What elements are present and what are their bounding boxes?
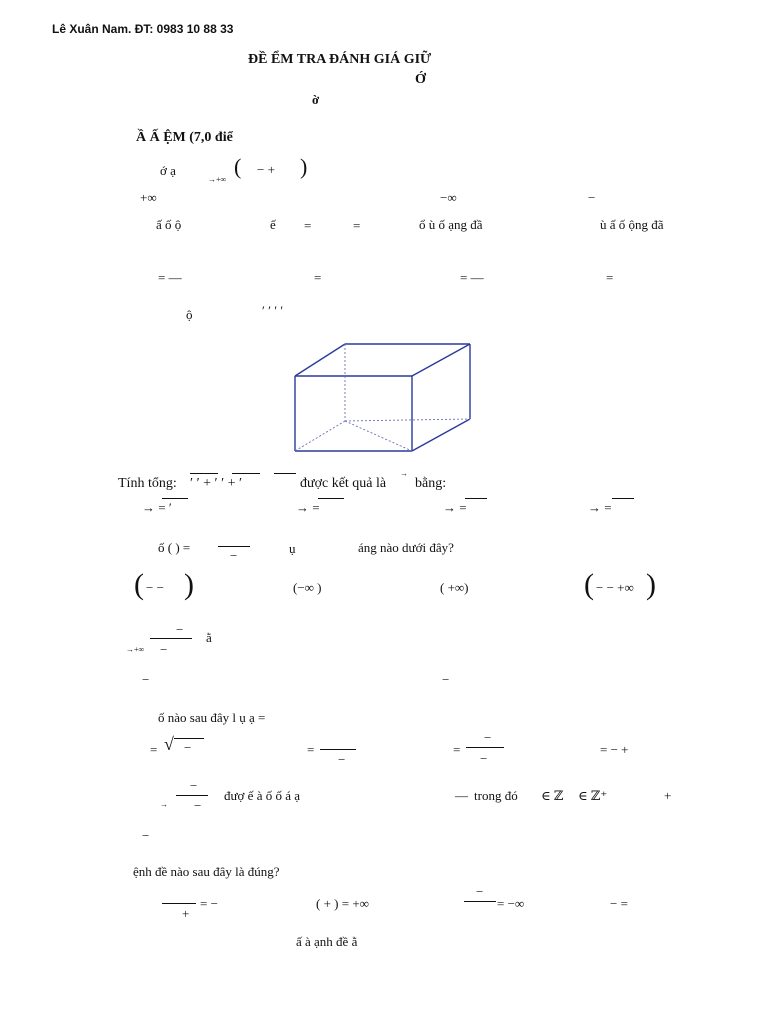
q3-primes: ′ ′ ′ ′ [262,303,284,318]
q3-option-a: → = ′ [142,500,172,515]
q4-part3: áng nào dưới đây? [358,540,454,555]
q6-option-b: = [307,742,315,757]
q6-option-a: = [150,742,158,757]
cube-figure [290,340,475,455]
vector-bar [465,498,487,499]
fraction-bar [320,749,356,750]
sqrt-bar [174,738,204,739]
q1-inner: − + [257,162,275,177]
q6-option-d: = − + [600,742,629,757]
author-header: Lê Xuân Nam. ĐT: 0983 10 88 33 [52,22,234,36]
q8-option-b: ( + ) = +∞ [316,896,369,911]
exam-title: ĐỀ ỂM TRA ĐÁNH GIÁ GIỮ [248,52,432,67]
q2-option-c: = — [460,270,484,285]
q8-option-d: − = [610,896,628,911]
cube-hidden-edge [345,421,412,451]
cube-hidden-edge [295,421,345,451]
q3-text: ộ [186,307,193,322]
q3-result: được kết quả là [300,476,387,491]
q2-eq2: = [353,218,361,233]
vector-bar [274,473,296,474]
q4-text: ố ( ) = [158,540,191,555]
q7-text: đượ ế à ố ố á ạ [224,788,301,803]
q6-option-c-den: − [480,751,488,766]
vector-bar [318,498,344,499]
q6-text: ố nào sau đây l ụ ạ = [158,710,266,725]
q1-text: ớ ạ [160,163,176,178]
q2-part4: ù ấ ố ộng đã [600,217,664,232]
exam-time: ờ [312,92,320,107]
q4-option-b: (−∞ ) [293,580,322,595]
q1-option-a: +∞ [140,190,157,205]
sqrt-icon: √ [164,734,174,754]
q5-option-b: − [442,672,450,687]
q4-option-a-lparen: ( [134,568,144,601]
q3-option-b: → = [296,500,320,515]
cube-edge [295,344,345,376]
q5-sub: →+∞ [126,645,145,654]
fraction-bar [218,546,250,547]
q3-sum-terms: ′ ′ + ′ ′ + ′ [190,476,243,491]
vector-bar [612,498,634,499]
q4-den: − [230,548,238,563]
fraction-bar [150,638,192,639]
cube-edge [412,419,470,451]
q5-den: − [160,642,168,657]
q1-lparen: ( [234,154,242,179]
fraction-bar [162,903,196,904]
q7-sub: → [160,800,168,809]
q7-num: − [190,778,198,793]
q2-text: ấ ố ộ [156,217,182,232]
fraction-bar [464,901,496,902]
q1-option-d: − [588,190,596,205]
q1-rparen: ) [300,154,308,179]
q7-tail: trong đó [474,788,518,803]
exam-subtitle: Ớ [415,72,426,87]
q4-option-d-rparen: ) [646,568,656,601]
q6-option-b-den: − [338,752,346,767]
q8-option-c-num: − [476,884,484,899]
q2-option-b: = [314,270,322,285]
vector-bar [232,473,260,474]
q8-option-a-den: + [182,906,190,921]
q7-in1: ∈ ℤ [541,788,564,803]
q8-option-c-eq: = −∞ [497,896,525,911]
q3-sum-text: Tính tổng: [118,476,177,491]
section-heading: Ầ Ấ ỆM (7,0 điể [136,130,233,145]
q3-option-c: → = [443,500,467,515]
q4-option-a-rparen: ) [184,568,194,601]
q2-option-d: = [606,270,614,285]
vector-bar [162,498,188,499]
q5-option-a: − [142,672,150,687]
q4-option-d-lparen: ( [584,568,594,601]
q4-part2: ụ [289,541,296,556]
q7-in2: ∈ ℤ⁺ [578,788,608,803]
q4-option-a: − − [146,580,164,595]
q6-option-c-num: − [484,730,492,745]
q3-tail: bằng: [415,476,447,491]
q7-option: − [142,828,150,843]
q4-option-c: ( +∞) [440,580,469,595]
q2-part3: ổ ù ố ạng đầ [419,217,483,232]
q8-footer: ấ à ạnh đề ằ [296,934,358,949]
q2-option-a: = — [158,270,182,285]
q1-limit-sub: →+∞ [208,175,227,184]
q2-part2: ế [270,217,276,232]
cube-edge [412,344,470,376]
fraction-bar [176,795,208,796]
q5-num: − [176,622,184,637]
q4-option-d: − − +∞ [596,580,634,595]
q5-tail: ằ [206,630,212,645]
q6-option-c: = [453,742,461,757]
q2-eq1: = [304,218,312,233]
q8-option-a-eq: = − [200,896,218,911]
q6-option-a-sqrt: − [184,740,192,755]
fraction-bar [466,747,504,748]
cube-hidden-edge [345,419,470,421]
q7-dash: — [455,788,468,803]
q1-option-c: −∞ [440,190,457,205]
q7-den: − [194,798,202,813]
q3-option-d: → = [588,500,612,515]
vector-bar [190,473,218,474]
q8-text: ệnh đề nào sau đây là đúng? [133,864,280,879]
q3-arrow: → [400,469,408,478]
q7-plus: + [664,788,672,803]
